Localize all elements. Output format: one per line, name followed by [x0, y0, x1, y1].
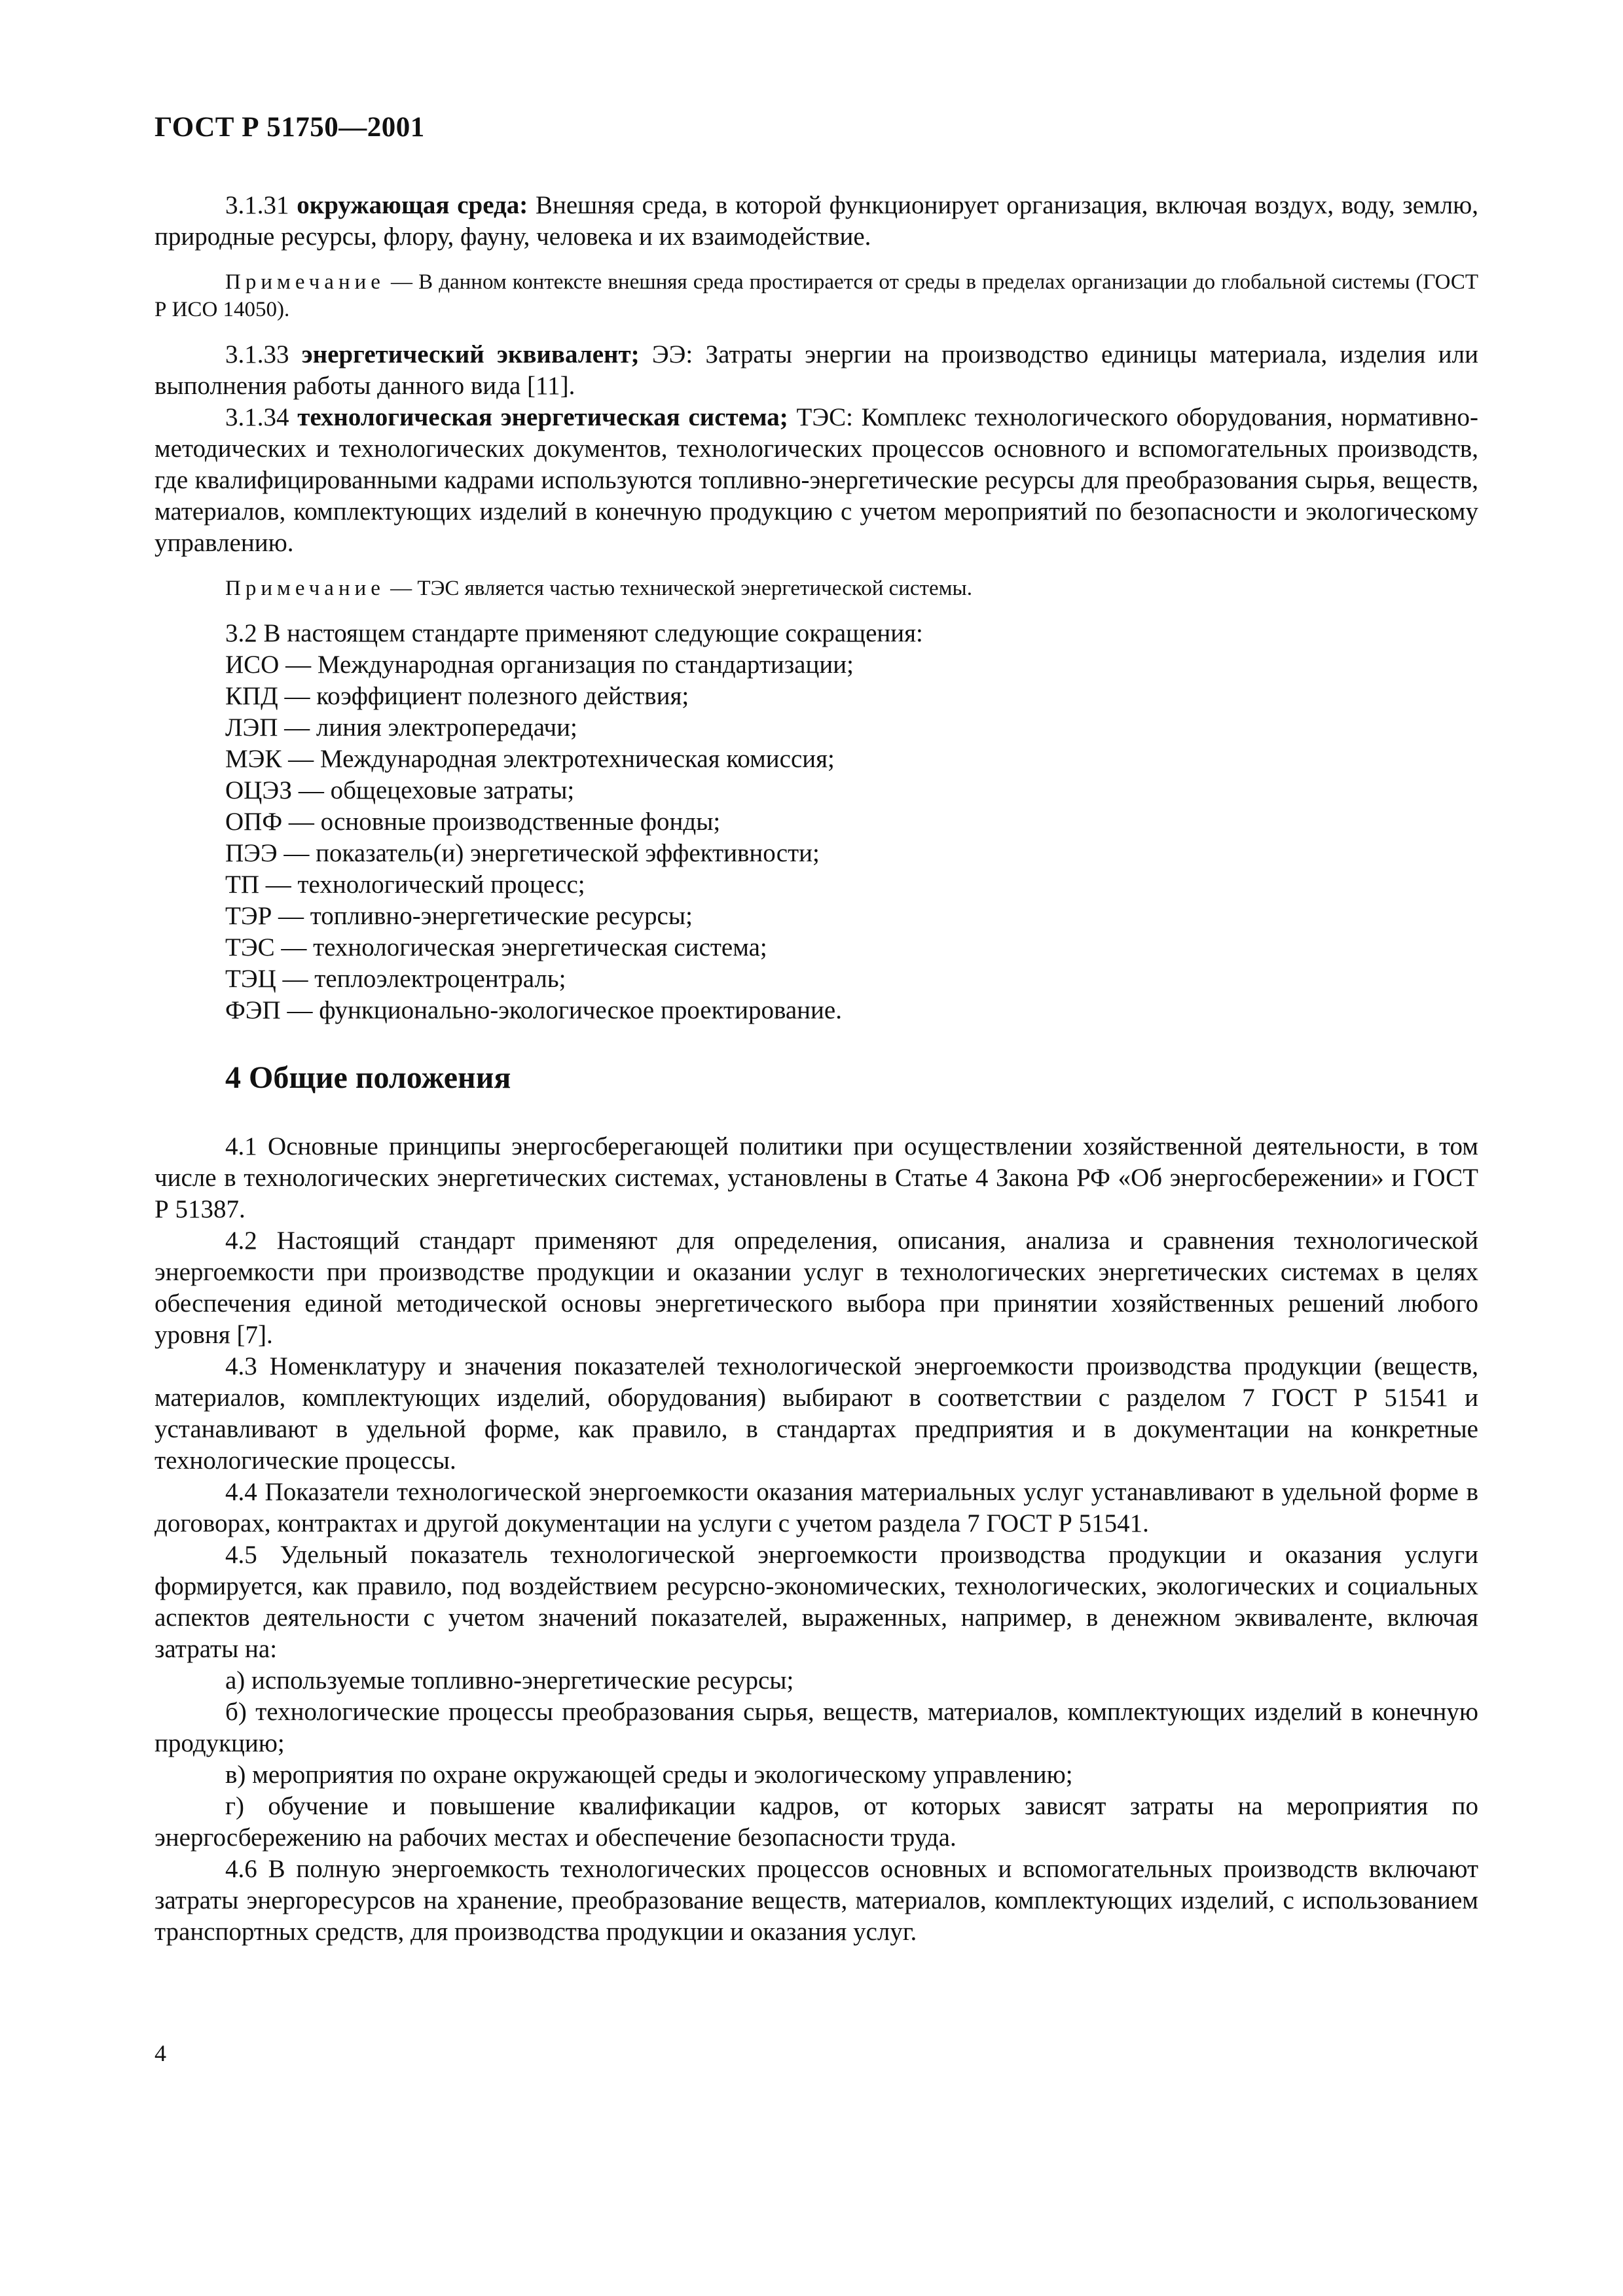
- definition-term: окружающая среда:: [297, 191, 528, 219]
- note-label: Примечание: [225, 577, 385, 600]
- note-text: — ТЭС является частью технической энергетической системы.: [390, 577, 972, 600]
- paragraph-4-3: 4.3 Номенклатуру и значения показателей технологической энергоемкости производства продукции (веществ, материалов, комплектующих изделий, оборудования) выбирают в соответствии с разделом 7 ГОСТ Р 51541 и устанавливают в удельной форме, как правило, в стандартах предприятия и в документации на конкретные технологические процессы.: [155, 1352, 1478, 1475]
- definition-term: технологическая энергетическая система;: [297, 403, 788, 431]
- note-text: — В данном контексте внешняя среда простирается от среды в пределах организации до глобальной системы (ГОСТ Р ИСО 14050).: [155, 270, 1479, 321]
- abbreviations-list: [155, 649, 1478, 1026]
- abbreviation-item: ПЭЭ — показатель(и) энергетической эффективности;: [225, 839, 820, 867]
- definition-term: энергетический эквивалент;: [301, 340, 640, 368]
- page-number: 4: [155, 2040, 166, 2066]
- definition-3-1-31: [155, 190, 1478, 253]
- section-heading: 4 Общие положения: [225, 1060, 511, 1095]
- definition-text: ТЭС: Комплекс технологического оборудования, нормативно-методических и технологических документов, технологических процессов основного и вспомогательных производств, где квалифицированными кадрами используются топливно-энергетические ресурсы для преобразования сырья, веществ, материалов, комплектующих изделий в конечную продукцию с учетом мероприятий по безопасности и экологическому управлению.: [155, 403, 1478, 557]
- abbreviation-item: ОЦЭЗ — общецеховые затраты;: [225, 776, 575, 804]
- note-tes: [155, 575, 1478, 602]
- document-header: ГОСТ Р 51750—2001: [155, 112, 425, 143]
- abbreviations-intro: 3.2 В настоящем стандарте применяют следующие сокращения:: [225, 619, 923, 647]
- definition-text: ЭЭ: Затраты энергии на производство единицы материала, изделия или выполнения работы данного вида [11].: [155, 340, 1479, 400]
- list-item: б) технологические процессы преобразования сырья, веществ, материалов, комплектующих изделий в конечную продукцию;: [155, 1698, 1478, 1757]
- note-environment: [155, 268, 1478, 323]
- definition-number: 3.1.31: [225, 191, 289, 219]
- paragraph-4-1: 4.1 Основные принципы энергосберегающей политики при осуществлении хозяйственной деятельности, в том числе в технологических энергетических системах, установлены в Статье 4 Закона РФ «Об энергосбережении» и ГОСТ Р 51387.: [155, 1132, 1478, 1223]
- definition-number: 3.1.33: [225, 340, 289, 368]
- abbreviation-item: ТЭЦ — теплоэлектроцентраль;: [225, 965, 566, 993]
- paragraph-4-2: 4.2 Настоящий стандарт применяют для определения, описания, анализа и сравнения технологической энергоемкости при производстве продукции и оказании услуг в технологических энергетических системах в целях обеспечения единой методической основы энергетического выбора при принятии хозяйственных решений любого уровня [7].: [155, 1227, 1478, 1349]
- paragraph-4-5: 4.5 Удельный показатель технологической энергоемкости производства продукции и оказания услуги формируется, как правило, под воздействием ресурсно-экономических, технологических, экологических и социальных аспектов деятельности с учетом значений показателей, выраженных, например, в денежном эквиваленте, включая затраты на:: [155, 1541, 1478, 1663]
- definition-3-1-34: [155, 402, 1478, 559]
- abbreviation-item: ТП — технологический процесс;: [225, 870, 585, 899]
- abbreviation-item: МЭК — Международная электротехническая комиссия;: [225, 745, 835, 773]
- abbreviation-item: ЛЭП — линия электропередачи;: [225, 713, 577, 742]
- list-item: в) мероприятия по охране окружающей среды и экологическому управлению;: [225, 1761, 1073, 1789]
- list-item: а) используемые топливно-энергетические ресурсы;: [225, 1666, 794, 1695]
- abbreviation-item: ИСО — Международная организация по стандартизации;: [225, 651, 854, 679]
- definition-text: Внешняя среда, в которой функционирует организация, включая воздух, воду, землю, природные ресурсы, флору, фауну, человека и их взаимодействие.: [155, 191, 1479, 251]
- abbreviation-item: КПД — коэффициент полезного действия;: [225, 682, 689, 710]
- list-item: г) обучение и повышение квалификации кадров, от которых зависят затраты на мероприятия по энергосбережению на рабочих местах и обеспечение безопасности труда.: [155, 1792, 1478, 1852]
- abbreviation-item: ФЭП — функционально-экологическое проектирование.: [225, 996, 842, 1024]
- definition-3-1-33: [155, 339, 1478, 402]
- paragraph-4-6: 4.6 В полную энергоемкость технологических процессов основных и вспомогательных производств включают затраты энергоресурсов на хранение, преобразование веществ, материалов, комплектующих изделий, с использованием транспортных средств, для производства продукции и оказания услуг.: [155, 1855, 1478, 1946]
- abbreviation-item: ОПФ — основные производственные фонды;: [225, 808, 721, 836]
- definition-number: 3.1.34: [225, 403, 289, 431]
- paragraph-4-4: 4.4 Показатели технологической энергоемкости оказания материальных услуг устанавливают в удельной форме в договорах, контрактах и другой документации на услуги с учетом раздела 7 ГОСТ Р 51541.: [155, 1478, 1478, 1537]
- document-body: [155, 190, 1478, 1948]
- abbreviation-item: ТЭР — топливно-энергетические ресурсы;: [225, 902, 693, 930]
- note-label: Примечание: [225, 270, 385, 294]
- abbreviation-item: ТЭС — технологическая энергетическая система;: [225, 933, 767, 961]
